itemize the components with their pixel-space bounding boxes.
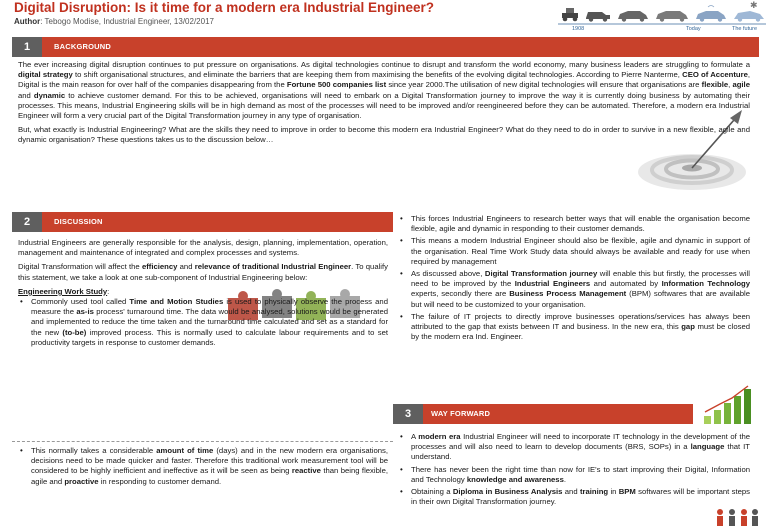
right-column-text: [398, 214, 750, 344]
discussion-bullet-2: • This normally takes a considerable amount of time (days) and in the new modern era organisations, decisions need to be made quicker and faster. Therefore this traditional work measurement tool will be considered to be highly inefficient and ineffective as it will be seen as being reactive than being flexible, agile and proactive in responding to customer demand.: [18, 446, 388, 487]
author-value: : Tebogo Modise, Industrial Engineer, 13/02/2017: [40, 17, 214, 26]
right-bullet-1: • This forces Industrial Engineers to research better ways that will enable the organisation become flexible, agile and dynamic in responding to their customer demands.: [398, 214, 750, 234]
author-label: Author: [14, 17, 41, 26]
way-forward-text: [398, 432, 750, 509]
discussion-paragraph-2: Digital Transformation will affect the efficiency and relevance of traditional Industrial Engineer. To qualify this statement, we take a look at one sub-component of Industrial Engineering below:: [18, 262, 388, 282]
author-line: [14, 17, 214, 26]
team-figures-icon: [712, 506, 762, 530]
section-title-background: BACKGROUND: [54, 42, 111, 51]
discussion-header-bar: [12, 212, 393, 232]
timeline-label-today: Today: [686, 26, 701, 32]
discussion-text: [18, 238, 388, 350]
page-title: Digital Disruption: Is it time for a modern era Industrial Engineer?: [14, 0, 435, 15]
way-forward-bullet-2: • There has never been the right time than now for IE's to start improving their Digital, Information and Technology knowledge and awareness.: [398, 465, 750, 485]
right-bullet-3: • As discussed above, Digital Transformation journey will enable this but firstly, the processes will need to be improved by the Industrial Engineers and automated by Information Technology experts, secondly there are Business Process Management (BPM) softwares that are available but will need to be customized to your organisation.: [398, 269, 750, 310]
way-forward-bullet-1: • A modern era Industrial Engineer will need to incorporate IT technology in the development of the processes and will also need to learn to develop documents (BRS, SOPs) in a language that IT understand.: [398, 432, 750, 463]
discussion-bullet-1: • Commonly used tool called Time and Motion Studies is used to physically observe the process and measure the as-is process' turnaround time. The data would be analysed, solutions would be generated and implemented to reduce the time taken and the turnaround time calculated and set as a standard for the new (to-be) improved process. This is normally used to calculate labour requirements and to set productivity targets in response to customer demands.: [18, 297, 388, 348]
growth-chart-icon: [700, 384, 760, 426]
future-car-icon: [734, 1, 764, 22]
classic-car-icon: [586, 12, 610, 22]
way-forward-bullet-3: • Obtaining a Diploma in Business Analysis and training in BPM softwares will be important steps in their own Digital Transformation journey.: [398, 487, 750, 507]
work-study-subhead: Engineering Work Study:: [18, 286, 110, 296]
connected-car-icon: [696, 6, 726, 22]
timeline-label-future: The future: [732, 26, 758, 32]
section-number-1: 1: [12, 37, 42, 57]
background-header-bar: [12, 37, 759, 57]
right-bullet-4: • The failure of IT projects to directly improve businesses operations/services has always been attributed to the gap that exists between IT and business. In the new era, this gap must be closed by the modern era Ind. Engineer.: [398, 312, 750, 343]
background-text: [18, 60, 750, 150]
section-number-2: 2: [12, 212, 42, 232]
section-title-way-forward: WAY FORWARD: [431, 409, 491, 418]
way-forward-header-bar: [393, 404, 693, 424]
modern-car-icon: [618, 11, 648, 22]
discussion-text-lower: [18, 446, 388, 489]
old-car-icon: [562, 8, 578, 21]
discussion-paragraph-1: Industrial Engineers are generally responsible for the analysis, design, planning, implementation, operation, management and maintenance of integrated and complex processes and systems.: [18, 238, 388, 258]
car-evolution-graphic: [540, 0, 768, 36]
section-number-3: 3: [393, 404, 423, 424]
sedan-icon: [656, 11, 688, 22]
header: [0, 0, 768, 35]
background-paragraph-1: The ever increasing digital disruption continues to put pressure on organisations. As digital technologies continue to disrupt and transform the world economy, many business leaders are struggling to formulate a digital strategy to shift organisational structures, and eliminate the barriers that are keeping them from maximising the benefits of the evolving digital technologies. According to Pierre Nanterme, CEO of Accenture, Digital is the main reason for over half of the companies disappearing from the Fortune 500 companies list since year 2000.The utilisation of new digital technologies will ensure that organisations are flexible, agile and dynamic to achieve customer demand. For this to be achieved, organisations will need to embark on a Digital Transformation journey to improve the way it is currently doing business by automating their processes. This means, Industrial Engineering skills will be in high demand as most of the processes will need to be improved and/or reengineered before they can be automated. Therefore, a modern era Industrial Engineer will form a very crucial part of the Digital Transformation journey in any type of organisation.: [18, 60, 750, 121]
discussion-bullets: [18, 297, 388, 348]
section-title-discussion: DISCUSSION: [54, 217, 103, 226]
svg-text:✱: ✱: [750, 1, 758, 11]
timeline-label-past: 1908: [572, 26, 585, 32]
right-bullet-2: • This means a modern Industrial Engineer should also be flexible, agile and dynamic in support of the organisation. Real Time Work Study data should always be available and ready for use when required by management: [398, 236, 750, 267]
background-paragraph-2: But, what exactly is Industrial Engineering? What are the skills they need to improve in order to become this modern era Industrial Engineer? What do they need to do in order to survive in a new flexible, agile and dynamic organisation? These questions takes us to the discussion below…: [18, 125, 750, 145]
discussion-divider: [12, 441, 393, 442]
